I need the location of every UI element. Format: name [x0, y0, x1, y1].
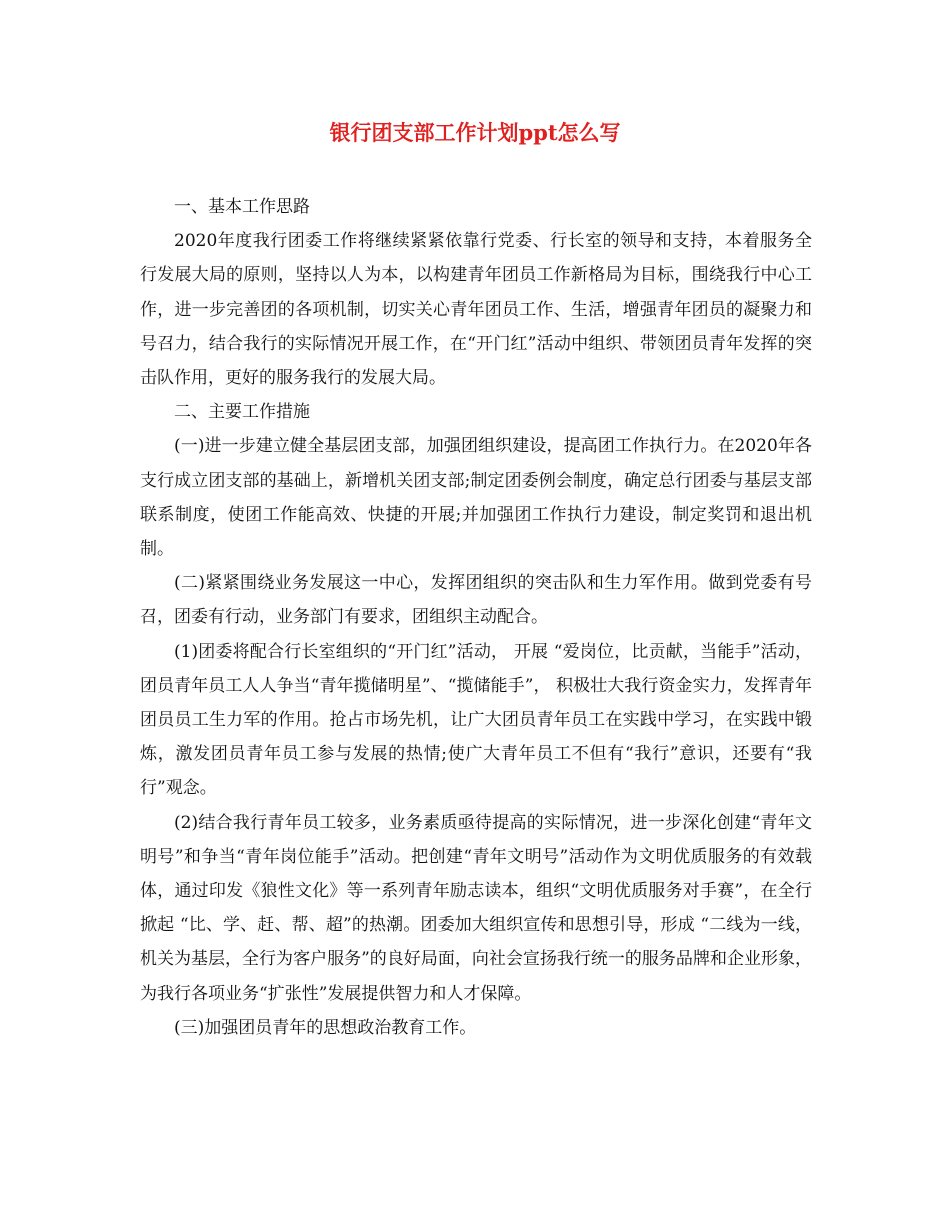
document-title: 银行团支部工作计划ppt怎么写 [329, 120, 621, 145]
section-heading-main-measures: 二、主要工作措施 [174, 402, 310, 423]
paragraph-measure-1: (一)进一步建立健全基层团支部，加强团组织建设，提高团工作执行力。在2020年各支行成立团支部的基础上，新增机关团支部;制定团委例会制度，确定总行团委与基层支部联系制度，使团工作能高效、快捷的开展;并加强团工作执行力建设，制定奖罚和退出机制。 [140, 436, 812, 560]
document-body [140, 190, 812, 1045]
paragraph-measure-2: (二)紧紧围绕业务发展这一中心，发挥团组织的突击队和生力军作用。做到党委有号召，团委有行动，业务部门有要求，团组织主动配合。 [140, 573, 812, 628]
paragraph-measure-3: (三)加强团员青年的思想政治教育工作。 [174, 1017, 477, 1038]
paragraph-item-1: (1)团委将配合行长室组织的“开门红”活动， 开展 “爱岗位，比贡献，当能手”活动，团员青年员工人人争当“青年揽储明星”、“揽储能手”， 积极壮大我行资金实力，发挥青年团员员工生力军的作用。抢占市场先机，让广大团员青年员工在实践中学习，在实践中锻炼，激发团员青年员工参与发展的热情;使广大青年员工不但有“我行”意识，还要有“我行”观念。 [140, 641, 812, 799]
paragraph-basic-ideas: 2020年度我行团委工作将继续紧紧依靠行党委、行长室的领导和支持，本着服务全行发展大局的原则，坚持以人为本，以构建青年团员工作新格局为目标，围绕我行中心工作，进一步完善团的各项机制，切实关心青年团员工作、生活，增强青年团员的凝聚力和号召力，结合我行的实际情况开展工作，在“开门红”活动中组织、带领团员青年发挥的突击队作用，更好的服务我行的发展大局。 [140, 231, 812, 389]
section-heading-basic-ideas: 一、基本工作思路 [174, 197, 310, 217]
paragraph-item-2: (2)结合我行青年员工较多，业务素质亟待提高的实际情况，进一步深化创建“青年文明号”和争当“青年岗位能手”活动。把创建“青年文明号”活动作为文明优质服务的有效载体，通过印发《狼性文化》等一系列青年励志读本，组织“文明优质服务对手赛”，在全行掀起 “比、学、赶、帮、超”的热潮。团委加大组织宣传和思想引导，形成 “二线为一线，机关为基层，全行为客户服务”的良好局面，向社会宣扬我行统一的服务品牌和企业形象，为我行各项业务“扩张性”发展提供智力和人才保障。 [140, 812, 812, 1004]
